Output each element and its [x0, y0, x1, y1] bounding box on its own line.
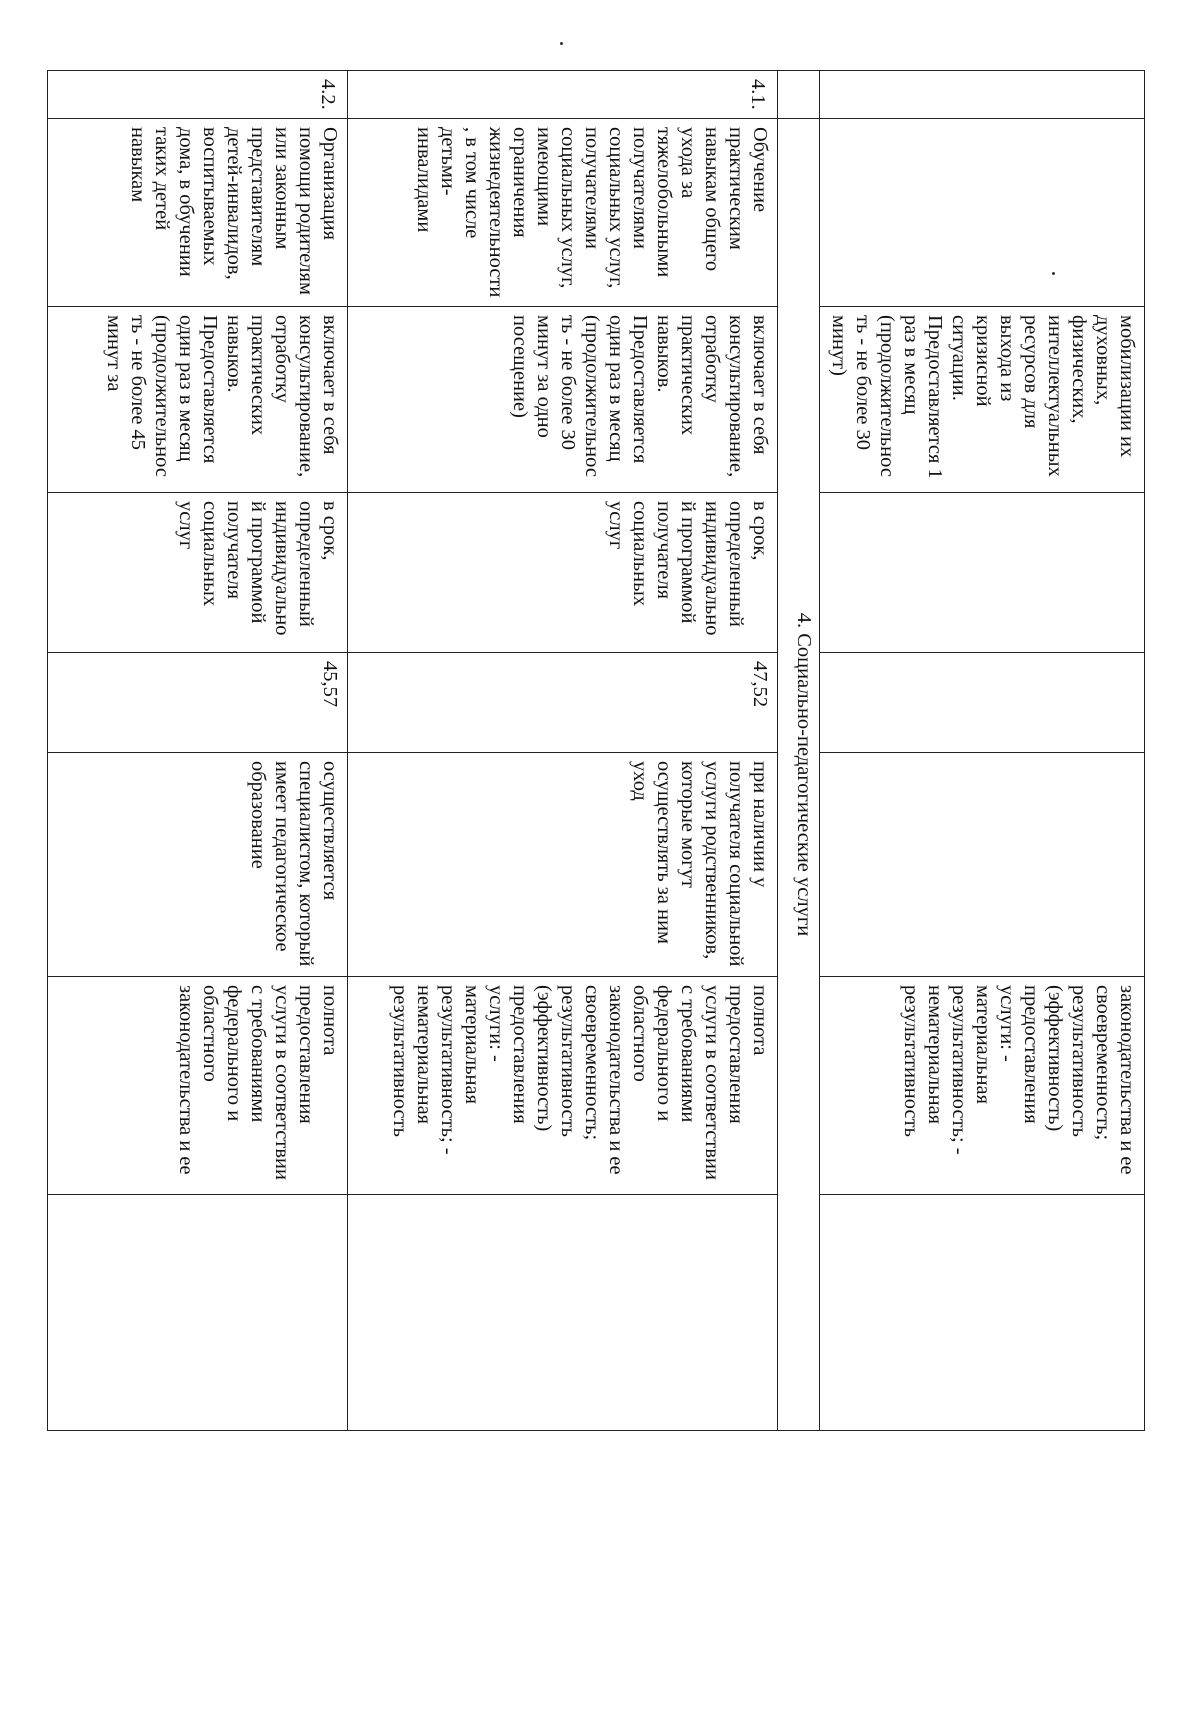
- service-description: включает в себя консультирование, отработку практических навыков. Предоставляется один раз в месяц (продолжительность - не более 45 минут за: [48, 307, 348, 493]
- scan-speck: [1052, 272, 1055, 275]
- section-header-spacer: [778, 71, 820, 119]
- service-tariff: 45,57: [48, 653, 348, 753]
- continuation-notes-cell: [820, 1195, 1145, 1431]
- service-indicators: полнота предоставления услуги в соответствии с требованиями федерального и областного законодательства и ее своевременность; результативность (эффективность) предоставления услуги: - материальная результативность; - нематериальная результативность: [348, 977, 778, 1195]
- continuation-tariff-cell: [820, 653, 1145, 753]
- section-header-row: [778, 71, 820, 1431]
- service-notes: [348, 1195, 778, 1431]
- continuation-conditions-cell: [820, 753, 1145, 977]
- service-name: Организация помощи родителям или законным представителям детей-инвалидов, воспитываемых дома, в обучении таких детей навыкам: [48, 119, 348, 307]
- section-title: 4. Социально-педагогические услуги: [778, 119, 820, 1431]
- service-conditions: осуществляется специалистом, который имеет педагогическое образование: [48, 753, 348, 977]
- table-row: [348, 71, 778, 1431]
- service-description: включает в себя консультирование, отработку практических навыков. Предоставляется один раз в месяц (продолжительность - не более 30 минут за одно посещение): [348, 307, 778, 493]
- table-row: [48, 71, 348, 1431]
- service-indicators: полнота предоставления услуги в соответствии с требованиями федерального и областного законодательства и ее: [48, 977, 348, 1195]
- row-number: 4.1.: [348, 71, 778, 119]
- service-name: Обучение практическим навыкам общего ухода за тяжелобольными получателями социальных услуг, получателями социальных услуг, имеющими ограничения жизнедеятельности, в том числе детьми-инвалидами: [348, 119, 778, 307]
- continuation-name-cell: [820, 119, 1145, 307]
- services-table: [47, 70, 1145, 1431]
- continuation-row: [820, 71, 1145, 1431]
- service-notes: [48, 1195, 348, 1431]
- continuation-indicators-text: законодательства и ее своевременность; результативность (эффективность) предоставления услуги: - материальная результативность; - нематериальная результативность: [900, 985, 1138, 1175]
- service-term: в срок, определенный индивидуальной программой получателя социальных услуг: [48, 493, 348, 653]
- service-conditions: при наличии у получателя социальной услуги родственников, которые могут осуществлять за ним уход: [348, 753, 778, 977]
- row-number: 4.2.: [48, 71, 348, 119]
- continuation-periodicity-text: мобилизации их духовных, физических, интеллектуальных ресурсов для выхода из кризисной ситуации. Предоставляется 1 раз в месяц (продолжительность - не более 30 минут): [828, 315, 1138, 479]
- continuation-term-cell: [820, 493, 1145, 653]
- service-tariff: 47,52: [348, 653, 778, 753]
- service-term: в срок, определенный индивидуальной программой получателя социальных услуг: [348, 493, 778, 653]
- rotated-document-page: [75, 70, 1145, 1430]
- scan-speck: [560, 42, 563, 45]
- continuation-number-cell: [820, 71, 1145, 119]
- continuation-indicators-cell: [820, 977, 1145, 1195]
- continuation-description-cell: [820, 307, 1145, 493]
